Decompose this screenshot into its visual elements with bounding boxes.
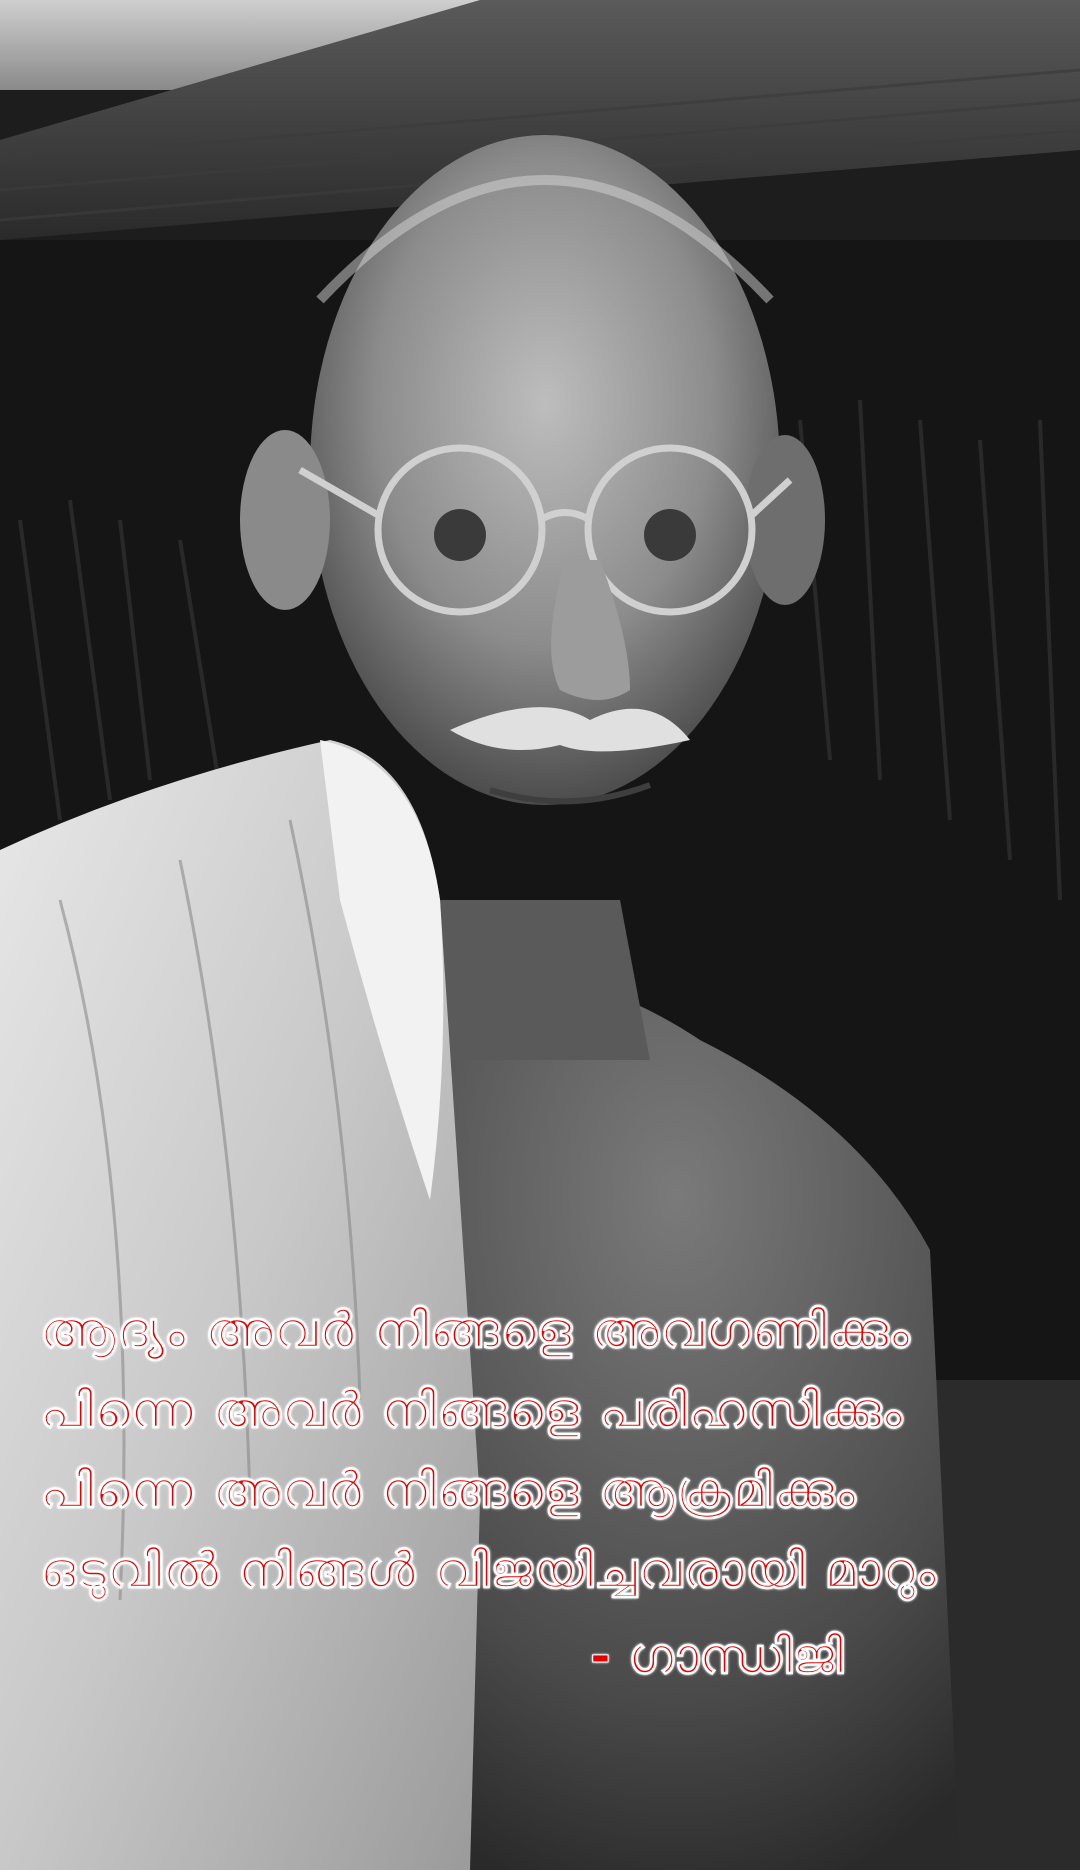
quote-block bbox=[40, 1290, 1050, 1696]
quote-line-3: പിന്നെ അവർ നിങ്ങളെ ആക്രമിക്കും bbox=[40, 1461, 857, 1519]
quote-line-2: പിന്നെ അവർ നിങ്ങളെ പരിഹസിക്കും bbox=[40, 1381, 904, 1439]
quote-attribution: - ഗാന്ധിജി bbox=[590, 1627, 844, 1685]
quote-line-1: ആദ്യം അവർ നിങ്ങളെ അവഗണിക്കും bbox=[40, 1301, 911, 1359]
quote-line-4: ഒടുവിൽ നിങ്ങൾ വിജയിച്ചവരായി മാറും bbox=[40, 1541, 938, 1599]
